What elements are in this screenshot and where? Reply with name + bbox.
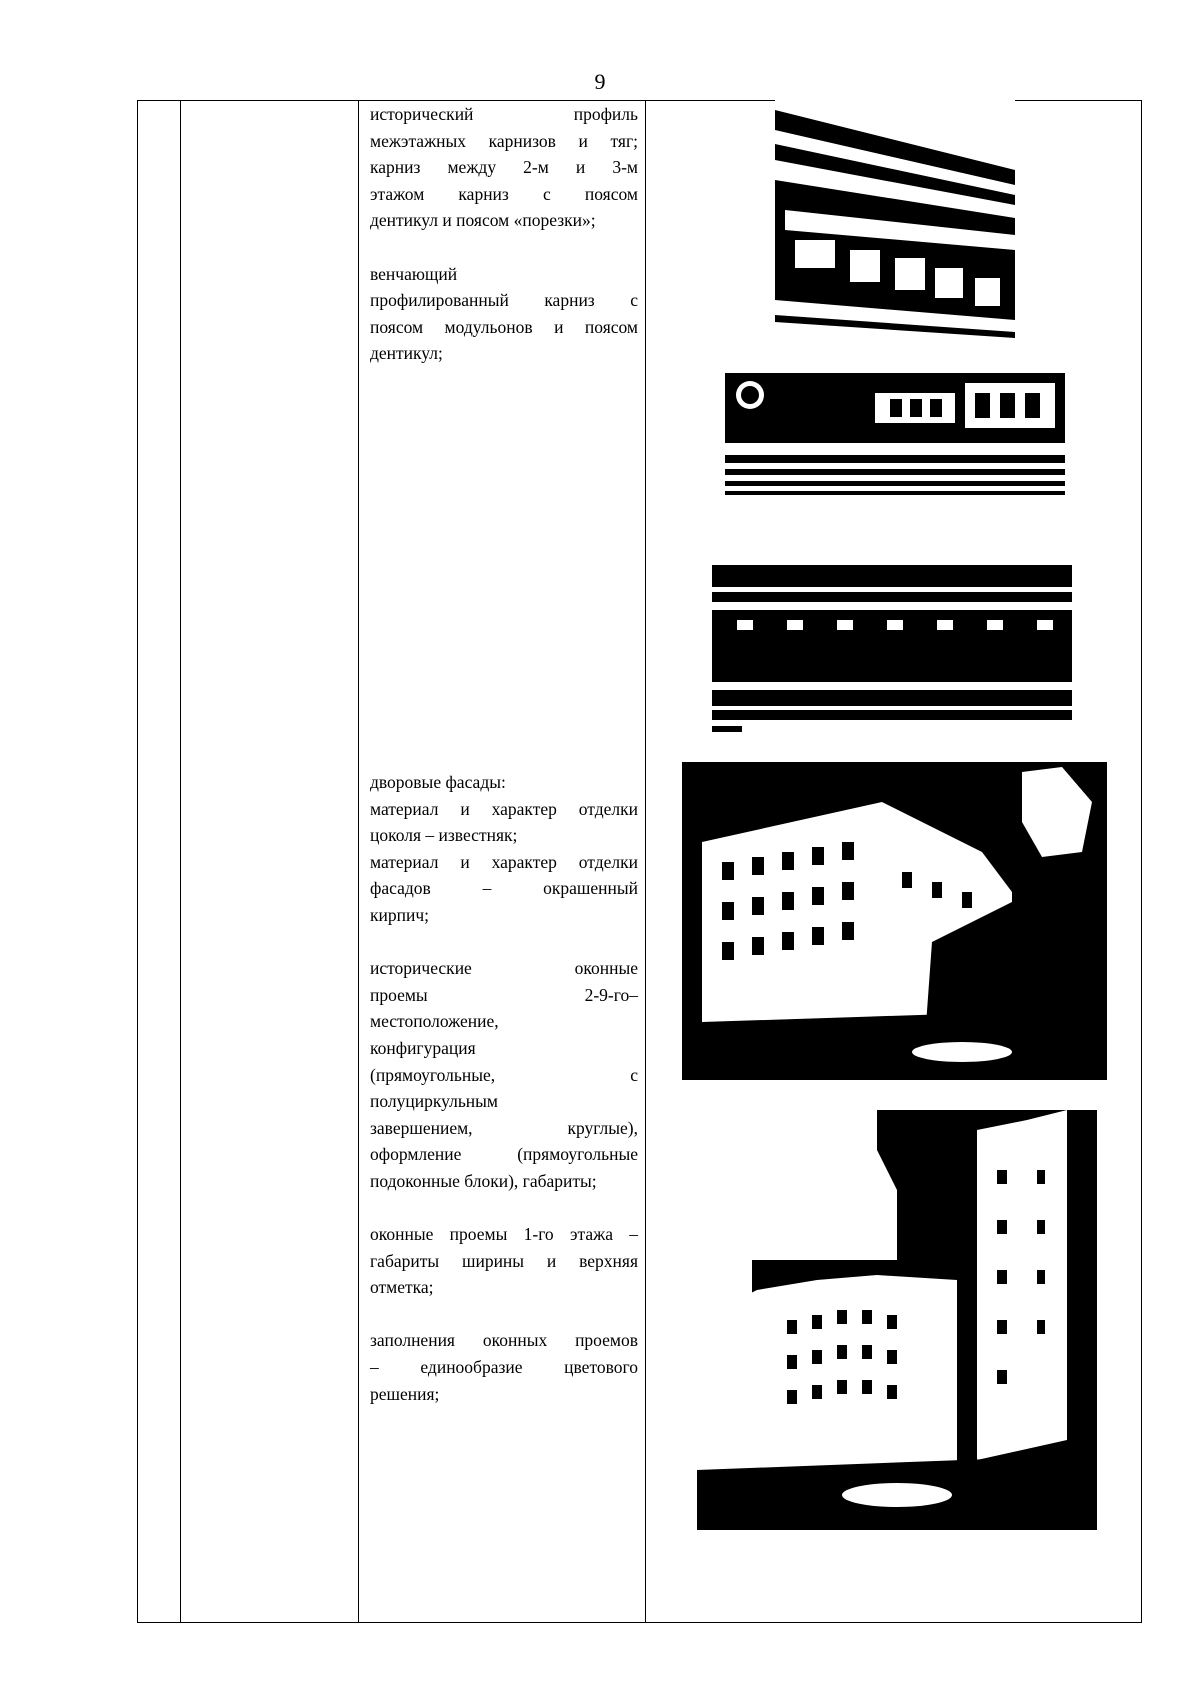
text-line: материал и характер отделки — [370, 851, 638, 872]
text-line: (прямоугольные, с — [370, 1064, 638, 1085]
facade-photo-graphic — [682, 762, 1107, 1080]
page-number: 9 — [594, 69, 606, 94]
photo-cornice-belt — [712, 560, 1072, 732]
table-column-divider — [358, 101, 359, 1622]
text-line: карниз между 2-м и 3-м — [370, 157, 638, 178]
text-line: цоколя – известняк; — [370, 825, 518, 846]
text-block-courtyard — [370, 769, 638, 1434]
text-line: – единообразие цветового — [370, 1357, 638, 1378]
text-line: завершением, круглые), — [370, 1117, 638, 1138]
text-line: исторические оконные — [370, 958, 638, 979]
text-line: поясом модульонов и поясом — [370, 316, 638, 337]
photo-courtyard-facade-1 — [682, 762, 1107, 1080]
text-line: дворовые фасады: — [370, 772, 506, 792]
text-line: дентикул; — [370, 343, 443, 364]
text-line: кирпич; — [370, 904, 430, 925]
text-line: исторический профиль — [370, 104, 638, 124]
photo-cornice-modillions — [725, 373, 1065, 501]
table-column-divider — [645, 101, 646, 1622]
text-line: подоконные блоки), габариты; — [370, 1170, 597, 1191]
text-line: габариты ширины и верхняя — [370, 1250, 638, 1271]
text-line: профилированный карниз с — [370, 290, 638, 311]
text-line: материал и характер отделки — [370, 798, 638, 819]
text-line: полуциркульным — [370, 1091, 498, 1112]
paragraph — [370, 261, 638, 367]
cornice-photo-graphic — [775, 100, 1015, 347]
paragraph — [370, 1327, 638, 1407]
facade-photo-graphic — [697, 1110, 1097, 1530]
text-line: отметка; — [370, 1277, 434, 1298]
text-line: венчающий — [370, 263, 458, 284]
text-line: этажом карниз с поясом — [370, 183, 638, 204]
cornice-photo-graphic — [712, 560, 1072, 732]
paragraph — [370, 955, 638, 1194]
text-line: проемы 2-9-го– — [370, 984, 638, 1005]
text-line: заполнения оконных проемов — [370, 1330, 638, 1351]
photo-courtyard-facade-2 — [697, 1110, 1097, 1530]
photo-cornice-dentils — [775, 100, 1015, 347]
text-line: фасадов – окрашенный — [370, 878, 638, 899]
text-line: решения; — [370, 1383, 440, 1404]
text-line: оконные проемы 1-го этажа – — [370, 1224, 638, 1245]
text-block-cornices — [370, 101, 638, 394]
paragraph — [370, 1221, 638, 1301]
text-line: дентикул и поясом «порезки»; — [370, 210, 596, 231]
text-line: конфигурация — [370, 1037, 476, 1058]
paragraph — [370, 101, 638, 234]
table-column-divider — [180, 101, 181, 1622]
cornice-photo-graphic — [725, 373, 1065, 501]
text-line: межэтажных карнизов и тяг; — [370, 130, 638, 151]
text-line: местоположение, — [370, 1011, 499, 1032]
paragraph — [370, 769, 638, 929]
text-line: оформление (прямоугольные — [370, 1144, 638, 1165]
